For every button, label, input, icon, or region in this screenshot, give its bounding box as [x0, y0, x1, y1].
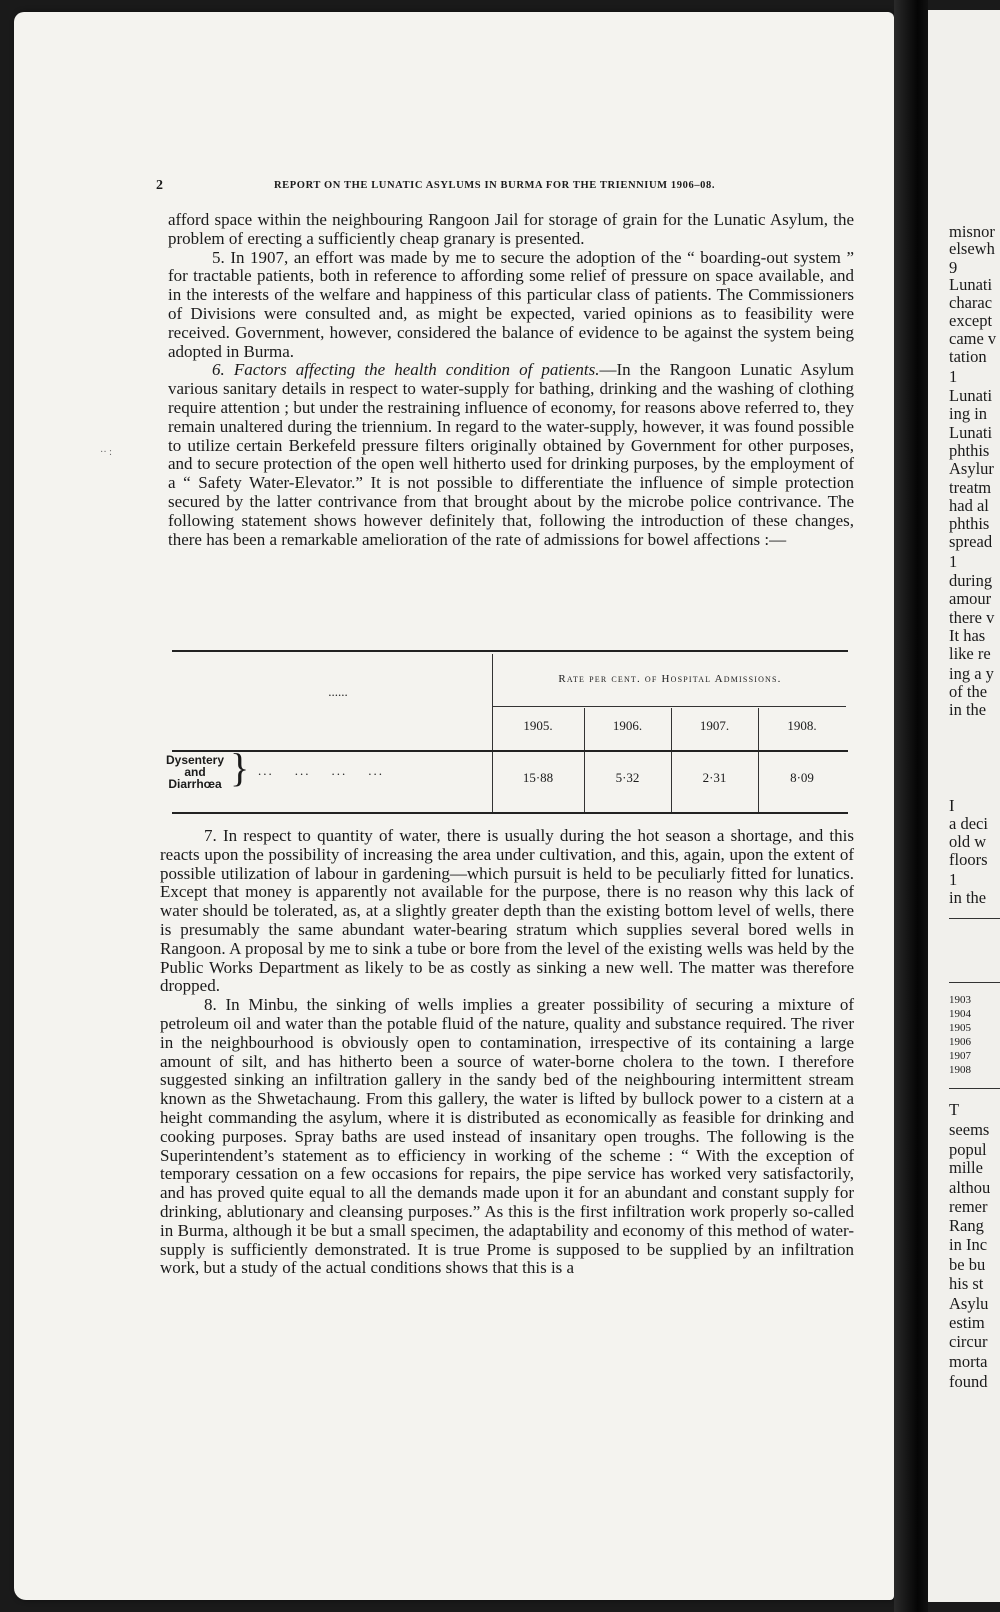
facing-page-line: T: [949, 1100, 960, 1119]
facing-page-line: I: [949, 796, 955, 815]
group-header-rule: [492, 706, 846, 707]
year-1905: 1905.: [523, 718, 553, 733]
facing-page-line: spread: [949, 532, 993, 551]
facing-page-line: charac: [949, 293, 993, 312]
facing-page-line: 1907: [949, 1050, 971, 1062]
facing-page-rule: [949, 918, 1000, 919]
facing-page-line: 9: [949, 258, 958, 277]
facing-page-line: popul: [949, 1140, 987, 1159]
row-label-line: Dysentery: [165, 753, 225, 767]
facing-page-line: in the: [949, 700, 987, 719]
facing-page-rule: [949, 1088, 1000, 1089]
facing-page-line: seems: [949, 1120, 990, 1139]
facing-page-line: be bu: [949, 1255, 986, 1274]
paragraph-6-body: —In the Rangoon Lunatic Asylum various sanitary details in respect to water-supply for bathing, drinking and the washing of clothing require attention ; but under the restraining influence of economy, for reasons above referred to, they remain unaltered during the triennium. In regard to the water-supply, however, it was found possible to utilize certain Berkefeld pressure filters originally obtained by Government for other purposes, and to secure protection of the open well hitherto used for drinking purposes, by the employment of a “ Safety Water-Elevator.” It is not possible to differentiate the influence of simple protection secured by the latter contrivance from that brought about by the microbe police contrivance. The following statement shows however definitely that, following the introduction of these changes, there has been a remarkable amelioration of the rate of admissions for bowel affections :—: [168, 360, 854, 549]
facing-page-line: in the: [949, 888, 987, 907]
value-1908: 8·09: [790, 770, 814, 785]
facing-page-line: It has: [949, 626, 986, 645]
facing-page-line: Rang: [949, 1216, 984, 1235]
facing-page-line: 1904: [949, 1008, 971, 1020]
facing-page-line: althou: [949, 1178, 991, 1197]
paragraph-6: [168, 361, 854, 549]
running-title: REPORT ON THE LUNATIC ASYLUMS IN BURMA FOR THE TRIENNIUM 1906–08.: [274, 180, 716, 191]
value-1907: 2·31: [702, 770, 727, 785]
facing-page-line: Lunati: [949, 275, 993, 294]
value-1905: 15·88: [522, 770, 554, 785]
group-header: Rate per cent. of Hospital Admissions.: [558, 673, 782, 685]
table-bottom-rule: [172, 812, 848, 814]
facing-page-line: found: [949, 1372, 988, 1391]
year-1908: 1908.: [787, 718, 817, 733]
facing-page-line: remer: [949, 1197, 988, 1216]
facing-page-line: amour: [949, 589, 992, 608]
page-header: [156, 178, 846, 196]
facing-page-line: during: [949, 571, 993, 590]
brace-glyph: }: [230, 745, 250, 790]
paragraph-8: 8. In Minbu, the sinking of wells implies a greater possibility of securing a mixture of petroleum oil and water than the potable fluid of the nature, quality and substance required. The river in the neighbourhood is obviously open to contamination, irrespective of its containing a large amount of silt, and has hitherto been a source of water-borne cholera to the town. I therefore suggested sinking an infiltration gallery in the sandy bed of the neighbouring intermittent stream known as the Shwetachaung. From this gallery, the water is lifted by bullock power to a cistern at a height commanding the asylum, where it is distributed as economically as feasible for drinking and cooking purposes. Spray baths are used instead of insanitary open troughs. The following is the Superintendent’s statement as to efficiency in working of the scheme : “ With the exception of temporary cessation on a few occasions for repairs, the pipe service has worked very satisfactorily, and has proved quite equal to all the demands made upon it for an abundant and constant supply for drinking, ablutionary and cleansing purposes.” As this is the first infiltration work properly so-called in Burma, although it be but a small specimen, the adaptability and economy of this method of water-supply is sufficiently demonstrated. It is true Prome is supposed to be supplied by an infiltration work, but a study of the actual conditions shows that this is a: [160, 995, 854, 1278]
facing-page-line: 1903: [949, 994, 971, 1006]
row-leader-dots: ... ... ... ...: [258, 763, 384, 778]
facing-page-line: in Inc: [949, 1235, 988, 1254]
facing-page-line: ing a y: [949, 664, 994, 683]
admissions-table: [158, 650, 848, 820]
text-block-bottom: [160, 827, 854, 1278]
facing-page-line: 1: [949, 552, 958, 571]
facing-page-line: floors: [949, 850, 988, 869]
row-label: [164, 754, 226, 790]
facing-page-line: misnor: [949, 222, 995, 241]
text-block-top: [168, 211, 854, 549]
row-label-line: Diarrhœa: [168, 777, 222, 791]
table-top-rule: [172, 650, 848, 652]
facing-page-line: elsewh: [949, 239, 995, 258]
facing-page-line: 1908: [949, 1064, 971, 1076]
facing-page-line: except: [949, 311, 993, 330]
stub-header: ......: [328, 684, 348, 699]
facing-page-line: like re: [949, 644, 991, 663]
facing-page-line: Asylu: [949, 1294, 989, 1313]
facing-page-line: had al: [949, 496, 989, 515]
facing-page-line: 1: [949, 367, 958, 386]
year-1907: 1907.: [699, 718, 730, 733]
paragraph-7: 7. In respect to quantity of water, there is usually during the hot season a shortage, and this reacts upon the possibility of increasing the area under cultivation, and this, again, upon the extent of possible utilization of labour in gardening—which pursuit is held to be peculiarly fitted for lunatics. Except that money is apparently not available for the purpose, there is no reason why this lack of water should be tolerated, as, at a slightly greater depth than the existing bottom level of wells, there is presumably the same abundant water-bearing stratum which supplies several bored wells in Rangoon. A proposal by me to sink a tube or bore from the level of the existing wells was held by the Public Works Department as likely to be as costly as sinking a new well. The matter was therefore dropped.: [160, 826, 854, 996]
facing-page-line: there v: [949, 608, 995, 627]
facing-page-line: his st: [949, 1274, 984, 1293]
page-number: 2: [156, 178, 163, 193]
facing-page-line: Asylur: [949, 459, 994, 478]
facing-page: [928, 10, 1000, 1602]
facing-page-line: estim: [949, 1313, 985, 1332]
facing-page-line: 1906: [949, 1036, 971, 1048]
facing-page-line: 1905: [949, 1022, 971, 1034]
row-label-line: and: [184, 765, 206, 779]
year-1906: 1906.: [612, 718, 643, 733]
facing-page-line: 1: [949, 870, 958, 889]
facing-page-line: tation: [949, 347, 987, 366]
paragraph-5: 5. In 1907, an effort was made by me to secure the adoption of the “ boarding-out system ” for tractable patients, both in reference to affording some relief of pressure on space available, and in the interests of the welfare and happiness of this particular class of patients. The Commissioners of Divisions were consulted and, as might be expected, varied opinions as to feasibility were received. Government, however, considered the balance of evidence to be against the system being adopted in Burma.: [168, 247, 854, 361]
facing-page-line: ing in: [949, 404, 988, 423]
facing-page-line: old w: [949, 832, 987, 851]
facing-page-line: a deci: [949, 814, 988, 833]
paragraph-continued: afford space within the neighbouring Rangoon Jail for storage of grain for the Lunatic Asylum, the problem of erecting a sufficiently cheap granary is presented.: [168, 210, 854, 248]
value-1906: 5·32: [615, 770, 640, 785]
facing-page-line: phthis: [949, 514, 990, 533]
book-gutter: [894, 0, 928, 1612]
facing-page-line: mille: [949, 1158, 983, 1177]
facing-page-line: Lunati: [949, 423, 993, 442]
facing-page-line: phthis: [949, 441, 990, 460]
report-page: [14, 12, 894, 1600]
facing-page-line: morta: [949, 1352, 988, 1371]
table-header-rule: [172, 750, 848, 752]
facing-page-line: came v: [949, 329, 997, 348]
facing-page-line: treatm: [949, 478, 992, 497]
facing-page-rule: [949, 982, 1000, 983]
paragraph-6-heading: 6. Factors affecting the health condition of patients.: [212, 360, 600, 380]
margin-dots: ·· :: [100, 447, 112, 458]
facing-page-line: Lunati: [949, 386, 993, 405]
facing-page-line: circur: [949, 1332, 988, 1351]
facing-page-line: of the: [949, 682, 988, 701]
